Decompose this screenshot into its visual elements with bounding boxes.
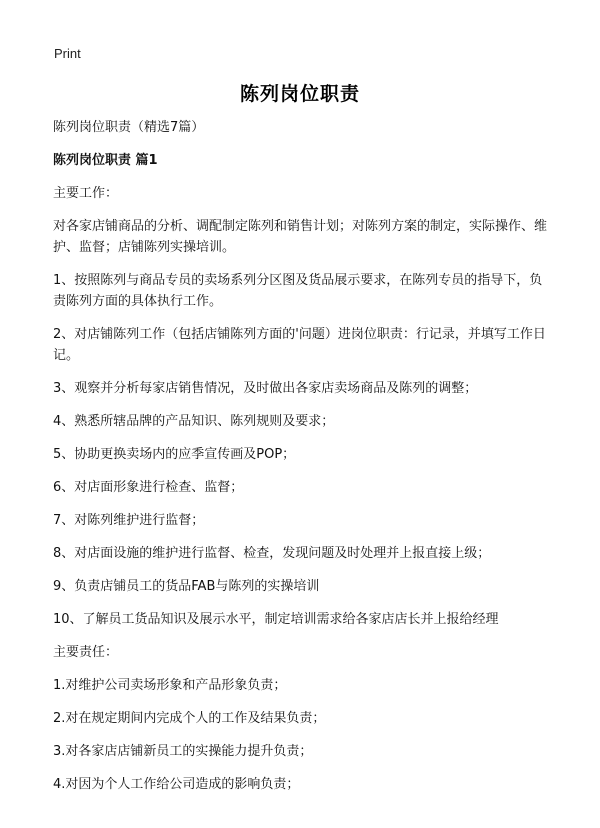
work-item: 7、对陈列维护进行监督； [53,513,205,528]
responsibility-item: 4.对因为个人工作给公司造成的影响负责； [53,777,300,792]
section-heading: 陈列岗位职责 篇1 [53,153,158,168]
work-item: 5、协助更换卖场内的应季宣传画及POP； [53,447,296,462]
work-item: 10、了解员工货品知识及展示水平，制定培训需求给各家店店长并上报给经理 [53,612,499,627]
responsibility-item: 3.对各家店店铺新员工的实操能力提升负责； [53,744,313,759]
responsibility-item: 2.对在规定期间内完成个人的工作及结果负责； [53,711,326,726]
work-item: 8、对店面设施的维护进行监督、检查，发现问题及时处理并上报直接上级； [53,546,491,561]
intro-paragraph: 对各家店铺商品的分析、调配制定陈列和销售计划；对陈列方案的制定，实际操作、维护、监督；店铺陈列实操培训。 [53,219,548,255]
work-heading: 主要工作： [53,186,119,201]
responsibility-item: 1.对维护公司卖场形象和产品形象负责； [53,678,287,693]
document-title: 陈列岗位职责 [239,83,360,105]
work-item: 6、对店面形象进行检查、监督； [53,480,244,495]
work-item: 9、负责店铺员工的货品FAB与陈列的实操培训 [53,579,320,594]
responsibility-heading: 主要责任： [53,645,119,660]
document-body [53,117,553,807]
work-item: 4、熟悉所辖品牌的产品知识、陈列规则及要求； [53,414,335,429]
print-label: Print [54,46,81,61]
document-subtitle: 陈列岗位职责（精选7篇） [53,120,205,135]
work-item: 3、观察并分析每家店销售情况，及时做出各家店卖场商品及陈列的调整； [53,381,478,396]
work-item: 1、按照陈列与商品专员的卖场系列分区图及货品展示要求，在陈列专员的指导下，负责陈列方面的具体执行工作。 [53,273,543,309]
work-item: 2、对店铺陈列工作（包括店铺陈列方面的'问题）进岗位职责：行记录，并填写工作日记。 [53,327,546,363]
